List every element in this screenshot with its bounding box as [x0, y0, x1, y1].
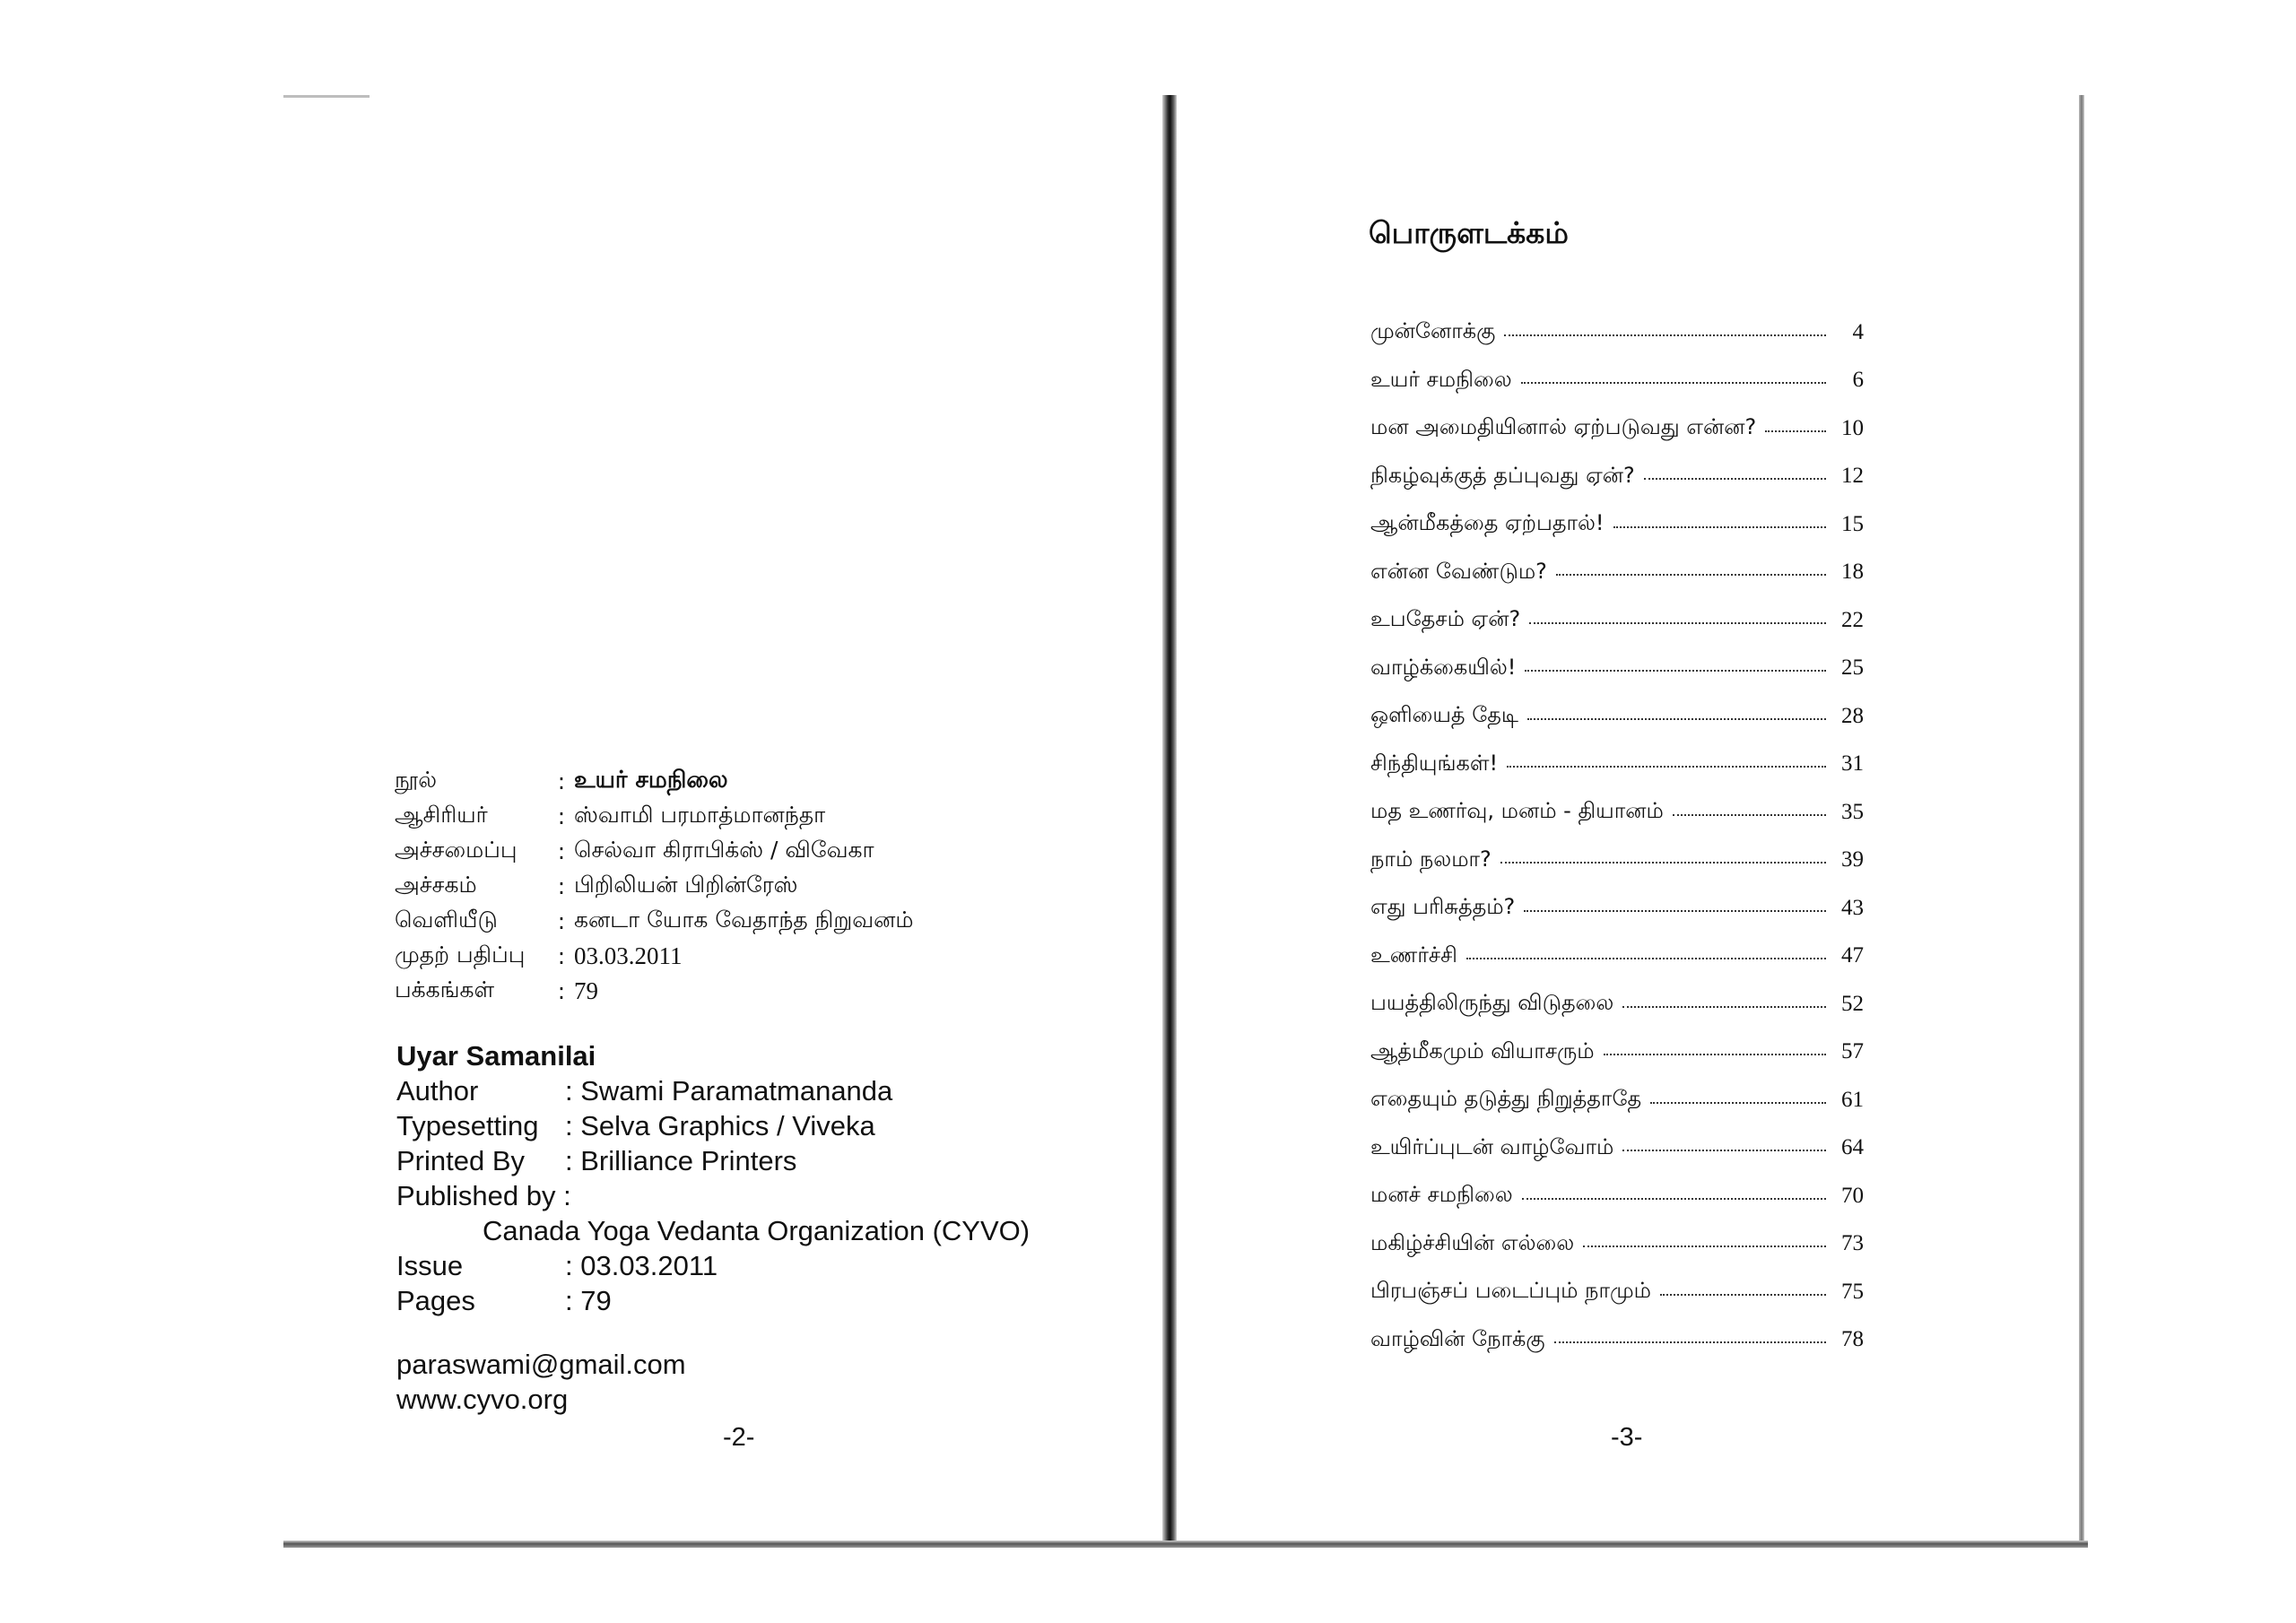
toc-entry-title: மத உணர்வு, மனம் - தியானம்: [1370, 798, 1664, 824]
meta-row-author: [395, 799, 914, 834]
meta-separator: :: [557, 838, 566, 864]
toc-dot-leader: [1622, 1006, 1826, 1008]
toc-entry: [1370, 1076, 1864, 1124]
website-url: www.cyvo.org: [396, 1384, 569, 1415]
eng-row-author: [396, 1073, 1030, 1108]
toc-entry: [1370, 788, 1864, 837]
toc-entry: [1370, 1220, 1864, 1269]
meta-separator: :: [557, 908, 566, 934]
meta-separator: :: [557, 978, 566, 1004]
toc-entry: [1370, 1124, 1864, 1173]
toc-entry-page: 61: [1841, 1087, 1864, 1112]
meta-label: அச்சகம்: [395, 872, 477, 898]
toc-entry-title: பயத்திலிருந்து விடுதலை: [1370, 990, 1614, 1016]
book-title-english: Uyar Samanilai: [396, 1040, 596, 1072]
meta-label: பக்கங்கள்: [395, 976, 495, 1002]
meta-row-edition: [395, 939, 914, 974]
toc-entry-page: 39: [1841, 847, 1864, 872]
toc-entry-title: உயர் சமநிலை: [1370, 366, 1512, 392]
toc-entry-title: ஆன்மீகத்தை ஏற்பதால்!: [1370, 510, 1605, 536]
toc-entry-title: மன அமைதியினால் ஏற்படுவது என்ன?: [1370, 414, 1757, 440]
tamil-publication-details: [395, 764, 914, 1009]
toc-entry-title: வாழ்வின் நோக்கு: [1370, 1325, 1545, 1351]
page-number-left: -2-: [723, 1423, 755, 1452]
toc-entry-page: 43: [1841, 895, 1864, 920]
toc-entry-title: வாழ்க்கையில்!: [1370, 654, 1517, 680]
toc-entry: [1370, 980, 1864, 1028]
meta-row-book: [395, 764, 914, 799]
meta-row-pages: [395, 974, 914, 1009]
meta-row-publisher: [395, 904, 914, 939]
toc-entry: [1370, 884, 1864, 933]
eng-row-pages: [396, 1283, 1030, 1318]
page-bottom-edge: [283, 1541, 2088, 1548]
toc-entry: [1370, 933, 1864, 981]
meta-row-typesetting: [395, 834, 914, 869]
toc-entry-title: மகிழ்ச்சியின் எல்லை: [1370, 1229, 1575, 1255]
toc-entry-title: நிகழ்வுக்குத் தப்புவது ஏன்?: [1370, 462, 1635, 488]
toc-entry: [1370, 596, 1864, 645]
toc-dot-leader: [1554, 1341, 1826, 1343]
toc-entry-page: 6: [1852, 368, 1864, 393]
meta-value: ஸ்வாமி பரமாத்மானந்தா: [574, 802, 826, 828]
toc-dot-leader: [1521, 382, 1826, 384]
toc-entry-title: என்ன வேண்டும?: [1370, 558, 1547, 584]
toc-entry-page: 70: [1841, 1183, 1864, 1208]
toc-dot-leader: [1466, 958, 1826, 959]
meta-label: ஆசிரியர்: [395, 802, 488, 828]
eng-publisher-name: Canada Yoga Vedanta Organization (CYVO): [483, 1215, 1031, 1246]
toc-dot-leader: [1673, 814, 1826, 816]
page-right-edge: [2079, 95, 2084, 1544]
meta-separator: :: [557, 768, 566, 794]
toc-entry-page: 12: [1841, 464, 1864, 489]
table-of-contents: [1370, 308, 1864, 1364]
eng-published-label: Published by :: [396, 1180, 571, 1211]
toc-dot-leader: [1527, 718, 1826, 720]
toc-entry-title: ஆத்மீகமும் வியாசரும்: [1370, 1037, 1595, 1063]
english-publication-details: [396, 1038, 1030, 1318]
meta-label: அச்சமைப்பு: [395, 837, 517, 863]
toc-dot-leader: [1529, 622, 1826, 624]
toc-entry-title: பிரபஞ்சப் படைப்பும் நாமும்: [1370, 1278, 1651, 1304]
toc-dot-leader: [1507, 766, 1826, 768]
meta-label: முதற் பதிப்பு: [395, 942, 526, 968]
eng-label: Printed By: [396, 1145, 526, 1176]
toc-entry: [1370, 1268, 1864, 1316]
toc-dot-leader: [1650, 1102, 1826, 1104]
contact-block: [396, 1347, 686, 1417]
toc-entry-title: எது பரிசுத்தம்?: [1370, 894, 1516, 920]
toc-entry: [1370, 308, 1864, 357]
eng-value: : Swami Paramatmananda: [565, 1075, 893, 1107]
toc-entry-page: 47: [1841, 943, 1864, 968]
meta-row-printer: [395, 869, 914, 904]
toc-entry-page: 75: [1841, 1279, 1864, 1304]
toc-dot-leader: [1583, 1245, 1826, 1247]
eng-row-typesetting: [396, 1108, 1030, 1143]
toc-dot-leader: [1622, 1150, 1826, 1151]
toc-entry-title: முன்னோக்கு: [1370, 318, 1496, 344]
eng-row-printed: [396, 1143, 1030, 1178]
toc-entry: [1370, 1172, 1864, 1220]
eng-label: Author: [396, 1075, 479, 1107]
toc-entry-title: நாம் நலமா?: [1370, 846, 1492, 872]
eng-label: Typesetting: [396, 1110, 539, 1141]
toc-entry-title: உபதேசம் ஏன்?: [1370, 606, 1521, 632]
toc-dot-leader: [1524, 910, 1826, 912]
toc-entry-title: உயிர்ப்புடன் வாழ்வோம்: [1370, 1133, 1614, 1159]
toc-dot-leader: [1613, 526, 1826, 528]
toc-heading: பொருளடக்கம்: [1369, 215, 1569, 250]
toc-dot-leader: [1504, 334, 1826, 336]
toc-entry-title: எதையும் தடுத்து நிறுத்தாதே: [1370, 1086, 1642, 1112]
meta-separator: :: [557, 803, 566, 829]
toc-entry-title: சிந்தியுங்கள்!: [1370, 750, 1499, 776]
toc-entry-page: 57: [1841, 1039, 1864, 1064]
toc-dot-leader: [1522, 1198, 1826, 1200]
toc-entry: [1370, 645, 1864, 693]
toc-dot-leader: [1556, 574, 1826, 576]
book-spine: [1162, 95, 1177, 1544]
toc-entry-page: 35: [1841, 799, 1864, 824]
toc-entry-title: ஒளியைத் தேடி: [1370, 702, 1518, 728]
toc-entry: [1370, 741, 1864, 789]
toc-entry-title: மனச் சமநிலை: [1370, 1182, 1513, 1208]
toc-dot-leader: [1660, 1294, 1826, 1296]
toc-dot-leader: [1644, 478, 1826, 480]
meta-value: கனடா யோக வேதாந்த நிறுவனம்: [574, 907, 914, 933]
page-number-right: -3-: [1611, 1423, 1643, 1452]
toc-entry: [1370, 1316, 1864, 1365]
eng-value: : Brilliance Printers: [565, 1145, 797, 1176]
toc-entry-page: 25: [1841, 655, 1864, 681]
toc-entry-page: 64: [1841, 1135, 1864, 1160]
meta-separator: :: [557, 943, 566, 969]
toc-entry: [1370, 692, 1864, 741]
meta-value: பிறிலியன் பிறின்ரேஸ்: [574, 872, 798, 898]
toc-entry-page: 28: [1841, 703, 1864, 728]
toc-entry: [1370, 1028, 1864, 1077]
toc-dot-leader: [1525, 670, 1826, 672]
toc-entry-page: 52: [1841, 991, 1864, 1016]
meta-separator: :: [557, 873, 566, 899]
eng-value: : 79: [565, 1285, 612, 1316]
toc-entry-page: 15: [1841, 511, 1864, 536]
toc-entry: [1370, 500, 1864, 549]
toc-entry-page: 4: [1852, 319, 1864, 344]
meta-value: செல்வா கிராபிக்ஸ் / விவேகா: [574, 837, 874, 863]
eng-label: Issue: [396, 1250, 464, 1281]
toc-dot-leader: [1500, 862, 1826, 864]
toc-entry-page: 22: [1841, 607, 1864, 632]
meta-label: நூல்: [395, 767, 437, 793]
eng-label: Pages: [396, 1285, 475, 1316]
toc-entry-page: 10: [1841, 415, 1864, 440]
toc-entry-page: 73: [1841, 1231, 1864, 1256]
toc-dot-leader: [1765, 430, 1826, 432]
eng-value: : Selva Graphics / Viveka: [565, 1110, 875, 1141]
meta-value: 79: [574, 977, 598, 1004]
meta-label: வெளியீடு: [395, 907, 498, 933]
email-address: paraswami@gmail.com: [396, 1349, 686, 1380]
toc-entry: [1370, 837, 1864, 885]
eng-value: : 03.03.2011: [565, 1250, 718, 1281]
toc-entry: [1370, 549, 1864, 597]
meta-value: 03.03.2011: [574, 942, 683, 969]
meta-value-title: உயர் சமநிலை: [574, 767, 728, 794]
toc-entry: [1370, 453, 1864, 501]
toc-entry: [1370, 404, 1864, 453]
page-top-edge: [283, 95, 370, 98]
toc-entry-page: 18: [1841, 560, 1864, 585]
toc-entry-page: 78: [1841, 1327, 1864, 1352]
eng-row-issue: [396, 1248, 1030, 1283]
toc-entry: [1370, 357, 1864, 405]
toc-entry-title: உணர்ச்சி: [1370, 942, 1457, 968]
toc-dot-leader: [1604, 1054, 1826, 1055]
toc-entry-page: 31: [1841, 751, 1864, 777]
